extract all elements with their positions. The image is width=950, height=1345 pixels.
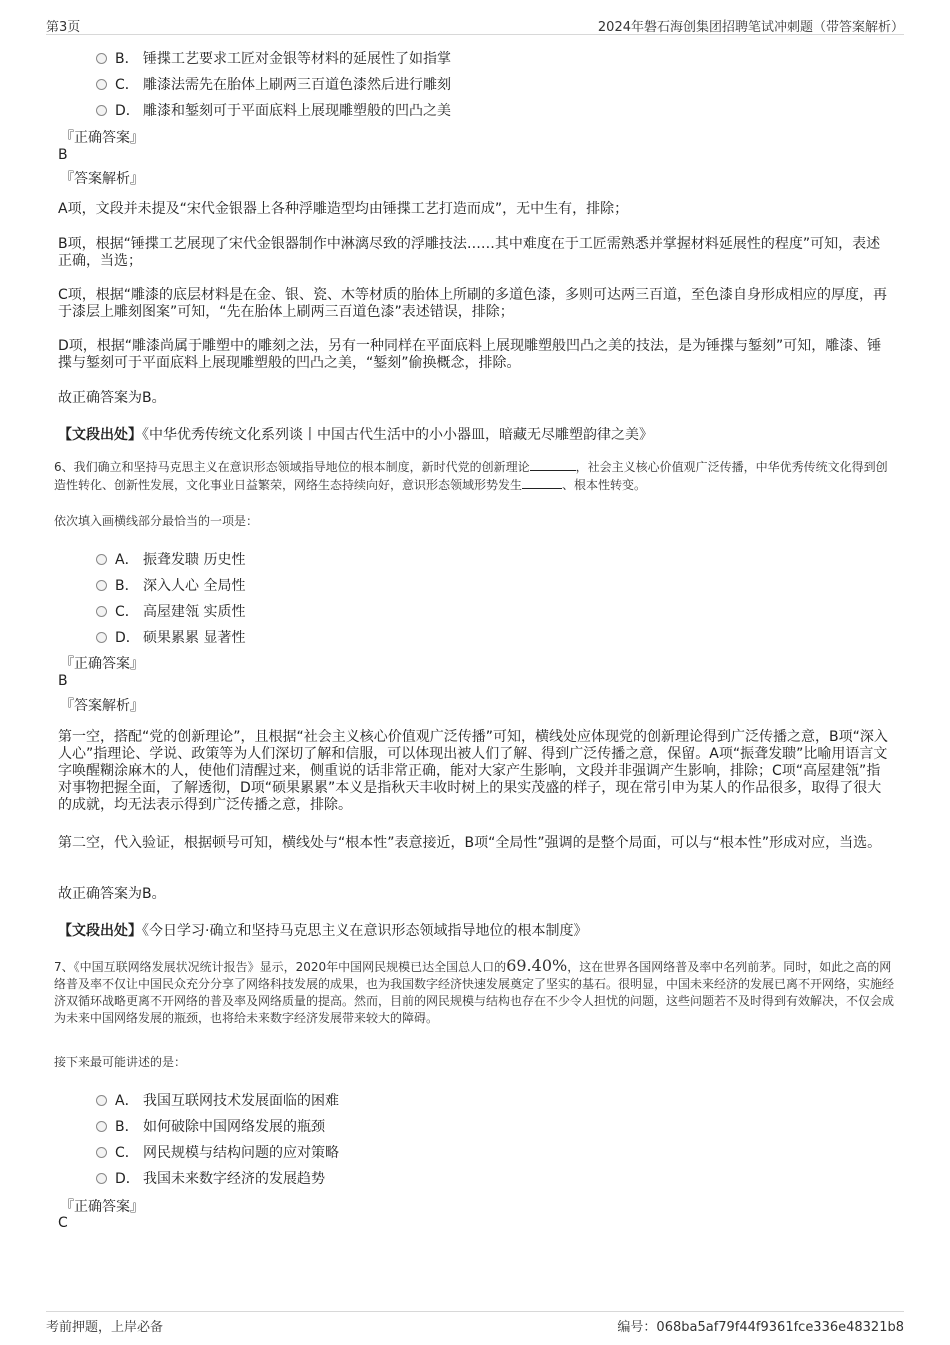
radio-icon[interactable] — [96, 554, 107, 565]
answer-label: 『正确答案』 — [60, 130, 144, 146]
document-id: 编号：068ba5af79f44f9361fce336e48321b8 — [617, 1320, 904, 1335]
analysis-paragraph: 第二空，代入验证，根据顿号可知，横线处与“根本性”表意接近，B项“全局性”强调的是整个局面，可以与“根本性”形成对应，当选。 — [58, 835, 882, 851]
source-label: 【文段出处】 — [58, 427, 142, 443]
radio-icon[interactable] — [96, 105, 107, 116]
option-b[interactable]: B． 如何破除中国网络发展的瓶颈 — [96, 1116, 325, 1136]
answer-label: 『正确答案』 — [60, 1199, 144, 1215]
question-prompt: 接下来最可能讲述的是： — [54, 1055, 187, 1069]
source-title: 《今日学习·确立和坚持马克思主义在意识形态领域指导地位的根本制度》 — [142, 923, 588, 939]
answer-value: B — [58, 673, 68, 689]
question-stem: 7、《中国互联网络发展状况统计报告》显示，2020年中国网民规模已达全国总人口的69.40%，这在世界各国网络普及率中名列前茅。同时，如此之高的网络普及率不仅让中国民众充分分享了网络科技发展的成果，也为我国数字经济快速发展奠定了坚实的基石。很明显，中国未来经济的发展已离不开网络，实施经济双循环战略更离不开网络的普及率及网络质量的提高。然而，目前的网民规模与结构也存在不少令人担忧的问题，这些问题若不及时得到有效解决，不仅会成为未来中国网络发展的瓶颈，也将给未来数字经济发展带来较大的障碍。 — [54, 956, 895, 1025]
analysis-paragraph: A项，文段并未提及“宋代金银器上各种浮雕造型均由锤揲工艺打造而成”，无中生有，排除； — [58, 201, 629, 217]
footer-slogan: 考前押题，上岸必备 — [46, 1320, 164, 1335]
option-c[interactable]: C． 网民规模与结构问题的应对策略 — [96, 1142, 339, 1162]
analysis-paragraph: C项，根据“雕漆的底层材料是在金、银、瓷、木等材质的胎体上所刷的多道色漆，多则可达两三百道，至色漆自身形成相应的厚度，再于漆层上雕刻图案”可知，“先在胎体上刷两三百道色漆”表述错误，排除； — [58, 287, 888, 320]
answer-value: B — [58, 147, 68, 163]
analysis-paragraph: 第一空，搭配“党的创新理论”，且根据“社会主义核心价值观广泛传播”可知，横线处应体现党的创新理论得到广泛传播之意，B项“深入人心”指理论、学说、政策等为人们深切了解和信服，可以体现出被人们了解、得到广泛传播之意，保留。A项“振聋发聩”比喻用语言文字唤醒糊涂麻木的人，使他们清醒过来，侧重说的话非常正确，能对大家产生影响，文段并非强调产生影响，排除；C项“高屋建瓴”指对事物把握全面，了解透彻，D项“硕果累累”本义是指秋天丰收时树上的果实茂盛的样子，现在常引申为某人的作品很多，取得了很大的成就，均无法表示得到广泛传播之意，排除。 — [58, 729, 888, 813]
page-number: 第3页 — [46, 20, 81, 35]
page-header — [46, 16, 904, 35]
fill-blank — [522, 476, 562, 489]
analysis-paragraph: B项，根据“锤揲工艺展现了宋代金银器制作中淋漓尽致的浮雕技法……其中难度在于工匠需熟悉并掌握材料延展性的程度”可知，表述正确，当选； — [58, 236, 881, 269]
percentage-value: 69.40% — [506, 956, 568, 975]
source-label: 【文段出处】 — [58, 923, 142, 939]
option-c[interactable]: C． 雕漆法需先在胎体上刷两三百道色漆然后进行雕刻 — [96, 74, 451, 94]
analysis-label: 『答案解析』 — [60, 698, 144, 714]
page-footer — [46, 1311, 904, 1335]
option-a[interactable]: A． 我国互联网技术发展面临的困难 — [96, 1090, 339, 1110]
document-title: 2024年磐石海创集团招聘笔试冲刺题（带答案解析） — [597, 20, 904, 35]
option-d[interactable]: D． 硕果累累 显著性 — [96, 627, 245, 647]
fill-blank — [530, 458, 576, 471]
source-title: 《中华优秀传统文化系列谈丨中国古代生活中的小小器皿，暗藏无尽雕塑韵律之美》 — [142, 427, 653, 443]
analysis-label: 『答案解析』 — [60, 171, 144, 187]
option-b[interactable]: B． 锤揲工艺要求工匠对金银等材料的延展性了如指掌 — [96, 48, 451, 68]
radio-icon[interactable] — [96, 1147, 107, 1158]
radio-icon[interactable] — [96, 606, 107, 617]
conclusion: 故正确答案为B。 — [58, 390, 166, 406]
answer-value: C — [58, 1215, 68, 1231]
radio-icon[interactable] — [96, 580, 107, 591]
source-citation — [58, 424, 653, 444]
option-c[interactable]: C． 高屋建瓴 实质性 — [96, 601, 245, 621]
analysis-paragraph: D项，根据“雕漆尚属于雕塑中的雕刻之法，另有一种同样在平面底料上展现雕塑般凹凸之美的技法，是为锤揲与錾刻”可知，雕漆、锤揲与錾刻可于平面底料上展现雕塑般的凹凸之美，“錾刻”偷换概念，排除。 — [58, 338, 882, 371]
radio-icon[interactable] — [96, 79, 107, 90]
question-stem: 6、我们确立和坚持马克思主义在意识形态领域指导地位的根本制度，新时代党的创新理论 ，社会主义核心价值观广泛传播，中华优秀传统文化得到创造性转化、创新性发展，文化事业日益繁荣，网络生态持续向好，意识形态领域形势发生 、根本性转变。 — [54, 460, 888, 492]
option-b[interactable]: B． 深入人心 全局性 — [96, 575, 245, 595]
radio-icon[interactable] — [96, 1121, 107, 1132]
option-a[interactable]: A． 振聋发聩 历史性 — [96, 549, 245, 569]
radio-icon[interactable] — [96, 53, 107, 64]
option-d[interactable]: D． 雕漆和錾刻可于平面底料上展现雕塑般的凹凸之美 — [96, 100, 451, 120]
source-citation — [58, 920, 587, 940]
conclusion: 故正确答案为B。 — [58, 886, 166, 902]
radio-icon[interactable] — [96, 632, 107, 643]
radio-icon[interactable] — [96, 1095, 107, 1106]
radio-icon[interactable] — [96, 1173, 107, 1184]
answer-label: 『正确答案』 — [60, 656, 144, 672]
question-prompt: 依次填入画横线部分最恰当的一项是： — [54, 514, 259, 528]
option-d[interactable]: D． 我国未来数字经济的发展趋势 — [96, 1168, 325, 1188]
